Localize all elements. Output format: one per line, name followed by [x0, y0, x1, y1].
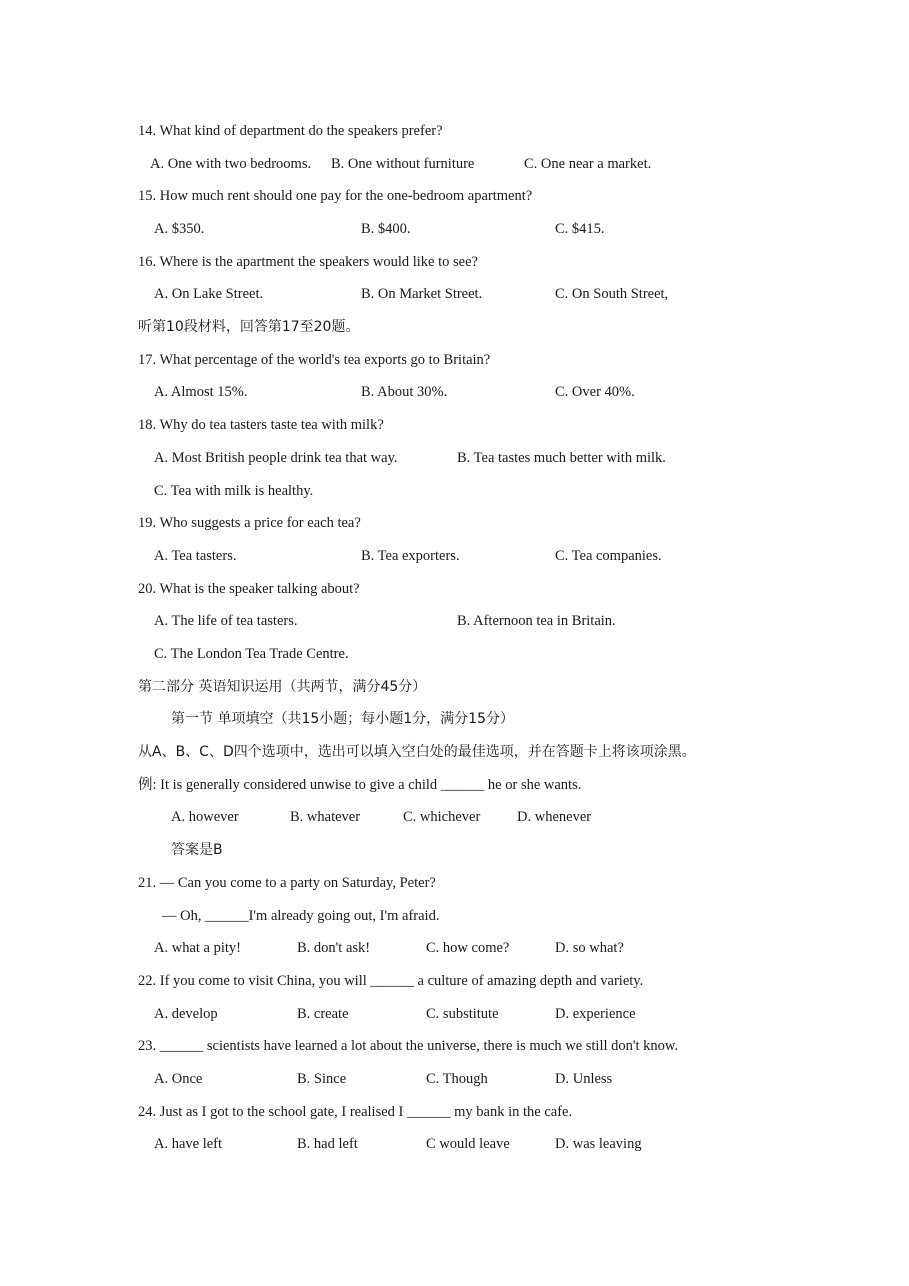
- q16-option-b: B. On Market Street.: [361, 286, 483, 302]
- q23-option-c: C. Though: [426, 1071, 488, 1087]
- example-option-a: A. however: [171, 809, 239, 825]
- q15-option-c: C. $415.: [555, 221, 605, 237]
- question-19-stem: 19. Who suggests a price for each tea?: [138, 515, 361, 531]
- q17-option-c: C. Over 40%.: [555, 384, 635, 400]
- q16-option-c: C. On South Street,: [555, 286, 669, 302]
- q24-option-a: A. have left: [154, 1136, 223, 1152]
- q22-option-c: C. substitute: [426, 1006, 499, 1022]
- question-17-stem: 17. What percentage of the world's tea exports go to Britain?: [138, 352, 491, 368]
- example-option-c: C. whichever: [403, 809, 481, 825]
- q15-option-b: B. $400.: [361, 221, 411, 237]
- q21-option-b: B. don't ask!: [297, 940, 371, 956]
- question-21-line-2: — Oh, ______I'm already going out, I'm afraid.: [162, 908, 440, 924]
- q22-option-a: A. develop: [154, 1006, 218, 1022]
- q22-option-d: D. experience: [555, 1006, 636, 1022]
- example-answer: 答案是B: [171, 842, 223, 858]
- question-20-stem: 20. What is the speaker talking about?: [138, 581, 360, 597]
- q17-option-a: A. Almost 15%.: [154, 384, 248, 400]
- q22-option-b: B. create: [297, 1006, 349, 1022]
- question-14-stem: 14. What kind of department do the speakers prefer?: [138, 123, 443, 139]
- example-option-d: D. whenever: [517, 809, 592, 825]
- q23-option-b: B. Since: [297, 1071, 347, 1087]
- question-16-stem: 16. Where is the apartment the speakers would like to see?: [138, 254, 478, 270]
- q20-option-a: A. The life of tea tasters.: [154, 613, 298, 629]
- part-2-heading: 第二部分 英语知识运用（共两节，满分45分）: [138, 679, 427, 695]
- q21-option-c: C. how come?: [426, 940, 510, 956]
- q19-option-b: B. Tea exporters.: [361, 548, 460, 564]
- q19-option-c: C. Tea companies.: [555, 548, 662, 564]
- question-22-stem: 22. If you come to visit China, you will ______ a culture of amazing depth and variety.: [138, 973, 644, 989]
- q20-option-c: C. The London Tea Trade Centre.: [154, 646, 349, 662]
- example-option-b: B. whatever: [290, 809, 361, 825]
- q19-option-a: A. Tea tasters.: [154, 548, 237, 564]
- question-15-stem: 15. How much rent should one pay for the one-bedroom apartment?: [138, 188, 533, 204]
- q21-option-a: A. what a pity!: [154, 940, 241, 956]
- q21-option-d: D. so what?: [555, 940, 624, 956]
- q20-option-b: B. Afternoon tea in Britain.: [457, 613, 616, 629]
- section-1-heading: 第一节 单项填空（共15小题；每小题1分，满分15分）: [171, 711, 514, 727]
- q18-option-b: B. Tea tastes much better with milk.: [457, 450, 666, 466]
- section-10-heading: 听第10段材料，回答第17至20题。: [138, 319, 360, 335]
- question-21-line-1: 21. — Can you come to a party on Saturday, Peter?: [138, 875, 436, 891]
- question-18-stem: 18. Why do tea tasters taste tea with milk?: [138, 417, 384, 433]
- question-24-stem: 24. Just as I got to the school gate, I realised I ______ my bank in the cafe.: [138, 1104, 573, 1120]
- q15-option-a: A. $350.: [154, 221, 205, 237]
- q17-option-b: B. About 30%.: [361, 384, 448, 400]
- instructions-text: 从A、B、C、D四个选项中，选出可以填入空白处的最佳选项，并在答题卡上将该项涂黑。: [138, 744, 696, 760]
- q14-option-a: A. One with two bedrooms.: [150, 156, 312, 172]
- q24-option-b: B. had left: [297, 1136, 358, 1152]
- q18-option-c: C. Tea with milk is healthy.: [154, 483, 314, 499]
- example-stem: 例: It is generally considered unwise to give a child ______ he or she wants.: [138, 777, 582, 793]
- q24-option-c: C would leave: [426, 1136, 510, 1152]
- q24-option-d: D. was leaving: [555, 1136, 642, 1152]
- question-23-stem: 23. ______ scientists have learned a lot about the universe, there is much we still don't know.: [138, 1038, 679, 1054]
- q23-option-d: D. Unless: [555, 1071, 613, 1087]
- q14-option-b: B. One without furniture: [331, 156, 475, 172]
- q18-option-a: A. Most British people drink tea that way.: [154, 450, 398, 466]
- q23-option-a: A. Once: [154, 1071, 203, 1087]
- q16-option-a: A. On Lake Street.: [154, 286, 264, 302]
- q14-option-c: C. One near a market.: [524, 156, 652, 172]
